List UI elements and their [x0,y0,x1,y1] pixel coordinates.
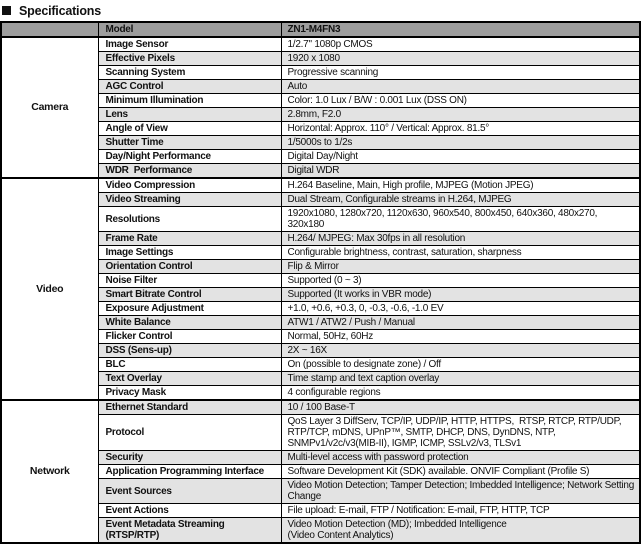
property-cell: WDR Performance [98,164,281,179]
value-cell: Video Motion Detection (MD); Imbedded Intelligence (Video Content Analytics) [281,518,640,544]
value-cell: Digital WDR [281,164,640,179]
property-cell: Exposure Adjustment [98,302,281,316]
value-cell: 2.8mm, F2.0 [281,108,640,122]
value-cell: +1.0, +0.6, +0.3, 0, -0.3, -0.6, -1.0 EV [281,302,640,316]
specifications-table [0,21,641,544]
value-cell: Dual Stream, Configurable streams in H.264, MJPEG [281,193,640,207]
property-cell: Smart Bitrate Control [98,288,281,302]
value-cell: Progressive scanning [281,66,640,80]
value-cell: 1920 x 1080 [281,52,640,66]
value-cell: File upload: E-mail, FTP / Notification: E-mail, FTP, HTTP, TCP [281,504,640,518]
value-cell: Supported (It works in VBR mode) [281,288,640,302]
value-cell: Auto [281,80,640,94]
value-cell: QoS Layer 3 DiffServ, TCP/IP, UDP/IP, HTTP, HTTPS, RTSP, RTCP, RTP/UDP, RTP/TCP, mDNS, UPnP™, SMTP, DHCP, DNS, DynDNS, NTP, SNMPv1/v2c/v3(MIB-II), IGMP, ICMP, SSLv2/v3, TLSv1 [281,415,640,451]
property-cell: Image Sensor [98,37,281,52]
page-title: Specifications [19,3,101,18]
property-cell: BLC [98,358,281,372]
value-cell: H.264/ MJPEG: Max 30fps in all resolution [281,232,640,246]
bullet-square-icon [2,6,11,15]
property-cell: Shutter Time [98,136,281,150]
property-cell: Event Sources [98,479,281,504]
property-cell: DSS (Sens-up) [98,344,281,358]
value-cell: Multi-level access with password protection [281,451,640,465]
property-cell: Scanning System [98,66,281,80]
property-cell: Ethernet Standard [98,400,281,415]
property-cell: Effective Pixels [98,52,281,66]
property-cell: Frame Rate [98,232,281,246]
value-cell: H.264 Baseline, Main, High profile, MJPEG (Motion JPEG) [281,178,640,193]
property-cell: Lens [98,108,281,122]
header-empty-cell [1,22,98,37]
property-cell: Security [98,451,281,465]
value-cell: Horizontal: Approx. 110° / Vertical: Approx. 81.5° [281,122,640,136]
property-cell: Image Settings [98,246,281,260]
property-cell: Privacy Mask [98,386,281,401]
property-cell: Protocol [98,415,281,451]
spec-row [1,37,640,52]
property-cell: AGC Control [98,80,281,94]
value-cell: Digital Day/Night [281,150,640,164]
group-cell-camera: Camera [1,37,98,178]
value-cell: 2X ~ 16X [281,344,640,358]
value-cell: Software Development Kit (SDK) available. ONVIF Compliant (Profile S) [281,465,640,479]
group-cell-video: Video [1,178,98,400]
value-cell: ATW1 / ATW2 / Push / Manual [281,316,640,330]
value-cell: 1/2.7" 1080p CMOS [281,37,640,52]
property-cell: Event Metadata Streaming (RTSP/RTP) [98,518,281,544]
property-cell: Video Streaming [98,193,281,207]
spec-row [1,400,640,415]
section-title [0,0,640,21]
header-model-label: Model [98,22,281,37]
value-cell: Normal, 50Hz, 60Hz [281,330,640,344]
property-cell: Noise Filter [98,274,281,288]
value-cell: Color: 1.0 Lux / B/W : 0.001 Lux (DSS ON) [281,94,640,108]
property-cell: White Balance [98,316,281,330]
property-cell: Event Actions [98,504,281,518]
value-cell: Configurable brightness, contrast, saturation, sharpness [281,246,640,260]
group-cell-network: Network [1,400,98,543]
property-cell: Resolutions [98,207,281,232]
value-cell: 10 / 100 Base-T [281,400,640,415]
property-cell: Day/Night Performance [98,150,281,164]
property-cell: Orientation Control [98,260,281,274]
property-cell: Text Overlay [98,372,281,386]
table-header-row [1,22,640,37]
value-cell: 4 configurable regions [281,386,640,401]
spec-row [1,178,640,193]
value-cell: On (possible to designate zone) / Off [281,358,640,372]
value-cell: Flip & Mirror [281,260,640,274]
value-cell: Time stamp and text caption overlay [281,372,640,386]
value-cell: 1920x1080, 1280x720, 1120x630, 960x540, 800x450, 640x360, 480x270, 320x180 [281,207,640,232]
property-cell: Minimum Illumination [98,94,281,108]
value-cell: 1/5000s to 1/2s [281,136,640,150]
value-cell: Video Motion Detection; Tamper Detection; Imbedded Intelligence; Network Setting Change [281,479,640,504]
property-cell: Angle of View [98,122,281,136]
header-model-value: ZN1-M4FN3 [281,22,640,37]
property-cell: Application Programming Interface [98,465,281,479]
property-cell: Flicker Control [98,330,281,344]
property-cell: Video Compression [98,178,281,193]
value-cell: Supported (0 ~ 3) [281,274,640,288]
